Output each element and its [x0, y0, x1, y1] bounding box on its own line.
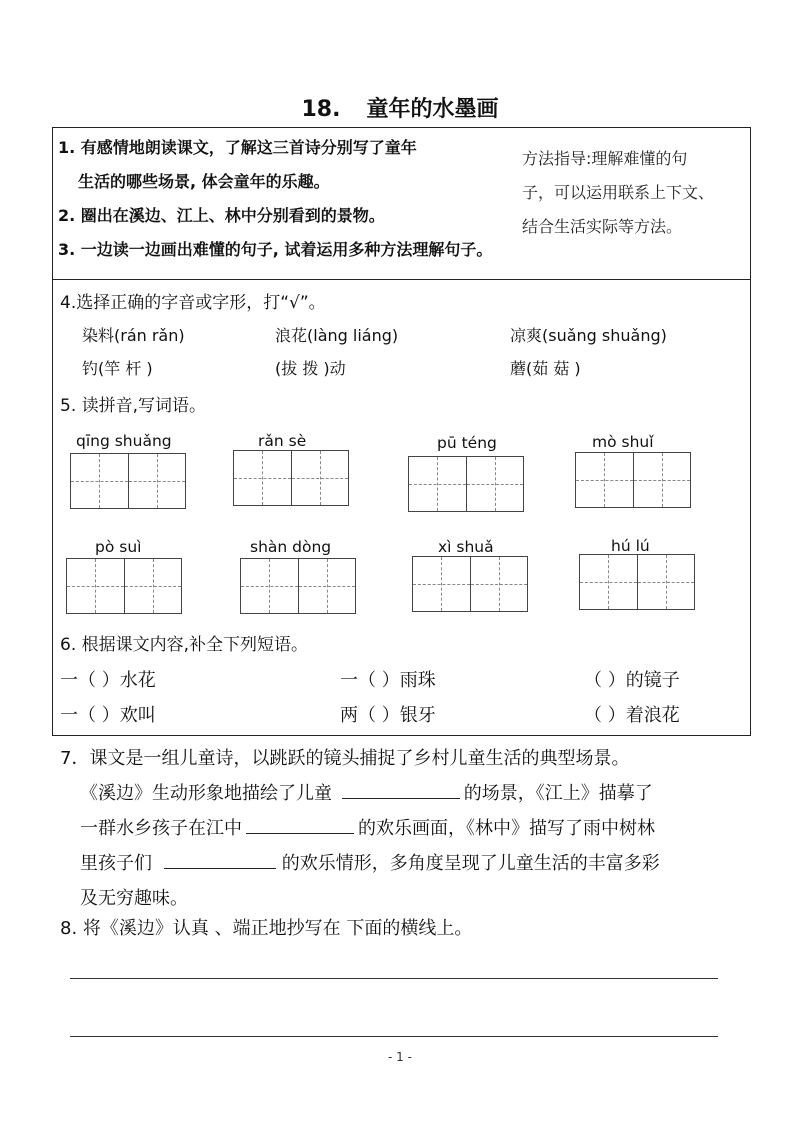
question-8-prompt: 8. 将《溪边》认真 、端正地抄写在 下面的横线上。: [60, 918, 473, 939]
q7-text: 的欢乐情形，多角度呈现了儿童生活的丰富多彩: [281, 853, 660, 874]
q4-option-row2-1: 钓(竿 杆 ): [82, 359, 153, 378]
q4-option-row1-2: 浪花(làng liáng): [275, 326, 399, 345]
pinyin-label: qīng shuǎng: [76, 432, 172, 450]
question-7-line-1: 7．课文是一组儿童诗，以跳跃的镜头捕捉了乡村儿童生活的典型场景。: [60, 748, 630, 769]
pinyin-label: pò suì: [95, 538, 142, 556]
page-number: - 1 -: [388, 1050, 412, 1064]
pinyin-label: hú lú: [611, 537, 650, 555]
phrase-fill-blank[interactable]: 一（ ）雨珠: [340, 670, 436, 691]
lesson-title: 童年的水墨画: [366, 97, 499, 122]
answer-blank[interactable]: [342, 780, 460, 799]
writing-grid[interactable]: [240, 558, 356, 614]
goal-1: 1. 有感情地朗读课文，了解这三首诗分别写了童年: [58, 138, 417, 157]
writing-grid[interactable]: [233, 450, 349, 506]
q7-text: 的欢乐画面，《林中》描写了雨中树林: [358, 818, 655, 839]
phrase-fill-blank[interactable]: 两（ ）银牙: [340, 705, 436, 726]
writing-grid[interactable]: [412, 556, 528, 612]
q7-text: 里孩子们: [80, 853, 152, 874]
method-tip-line-2: 子，可以运用联系上下文、: [522, 183, 715, 202]
phrase-fill-blank[interactable]: （ ）的镜子: [584, 670, 680, 691]
phrase-fill-blank[interactable]: （ ）着浪花: [584, 705, 680, 726]
writing-grid[interactable]: [66, 558, 182, 614]
writing-grid[interactable]: [575, 452, 691, 508]
phrase-fill-blank[interactable]: 一（ ）欢叫: [60, 705, 156, 726]
q4-option-row1-3: 凉爽(suǎng shuǎng): [510, 326, 667, 345]
question-7-line-5: 及无穷趣味。: [80, 888, 188, 909]
question-6-prompt: 6. 根据课文内容,补全下列短语。: [60, 635, 309, 655]
pinyin-label: mò shuǐ: [592, 433, 654, 451]
writing-grid[interactable]: [579, 554, 695, 610]
q4-option-row1-1: 染料(rán rǎn): [82, 326, 185, 345]
q7-text: 《溪边》生动形象地描绘了儿童: [80, 783, 332, 804]
q7-text: 的场景，《江上》描摹了: [463, 783, 653, 804]
goal-2: 2. 圈出在溪边、江上、林中分别看到的景物。: [58, 206, 385, 225]
q7-text: 一群水乡孩子在江中: [80, 818, 242, 839]
pinyin-label: pū téng: [437, 434, 497, 452]
goal-3: 3. 一边读一边画出难懂的句子, 试着运用多种方法理解句子。: [58, 240, 493, 259]
answer-blank[interactable]: [164, 850, 276, 869]
page-title: [0, 92, 800, 123]
writing-grid[interactable]: [70, 453, 186, 509]
copy-writing-line[interactable]: [70, 1036, 718, 1037]
lesson-number: 18.: [301, 97, 341, 122]
pinyin-label: rǎn sè: [258, 432, 307, 450]
question-7-line-3: [80, 814, 655, 840]
q4-option-row2-3: 蘑(茹 菇 ): [510, 359, 581, 378]
q4-option-row2-2: (拔 拨 )动: [275, 359, 346, 378]
method-tip-line-1: 方法指导:理解难懂的句: [522, 149, 688, 168]
question-7-line-2: [80, 779, 653, 805]
pinyin-label: xì shuǎ: [438, 538, 494, 556]
pinyin-label: shàn dòng: [250, 538, 332, 556]
method-tip-line-3: 结合生活实际等方法。: [522, 217, 683, 236]
question-7-line-4: [80, 849, 660, 875]
question-4-prompt: 4.选择正确的字音或字形，打“√”。: [60, 293, 326, 313]
question-5-prompt: 5. 读拼音,写词语。: [60, 396, 207, 416]
answer-blank[interactable]: [246, 815, 354, 834]
goal-1-continued: 生活的哪些场景, 体会童年的乐趣。: [78, 172, 330, 191]
writing-grid[interactable]: [408, 456, 524, 512]
copy-writing-line[interactable]: [70, 978, 718, 979]
phrase-fill-blank[interactable]: 一（ ）水花: [60, 670, 156, 691]
